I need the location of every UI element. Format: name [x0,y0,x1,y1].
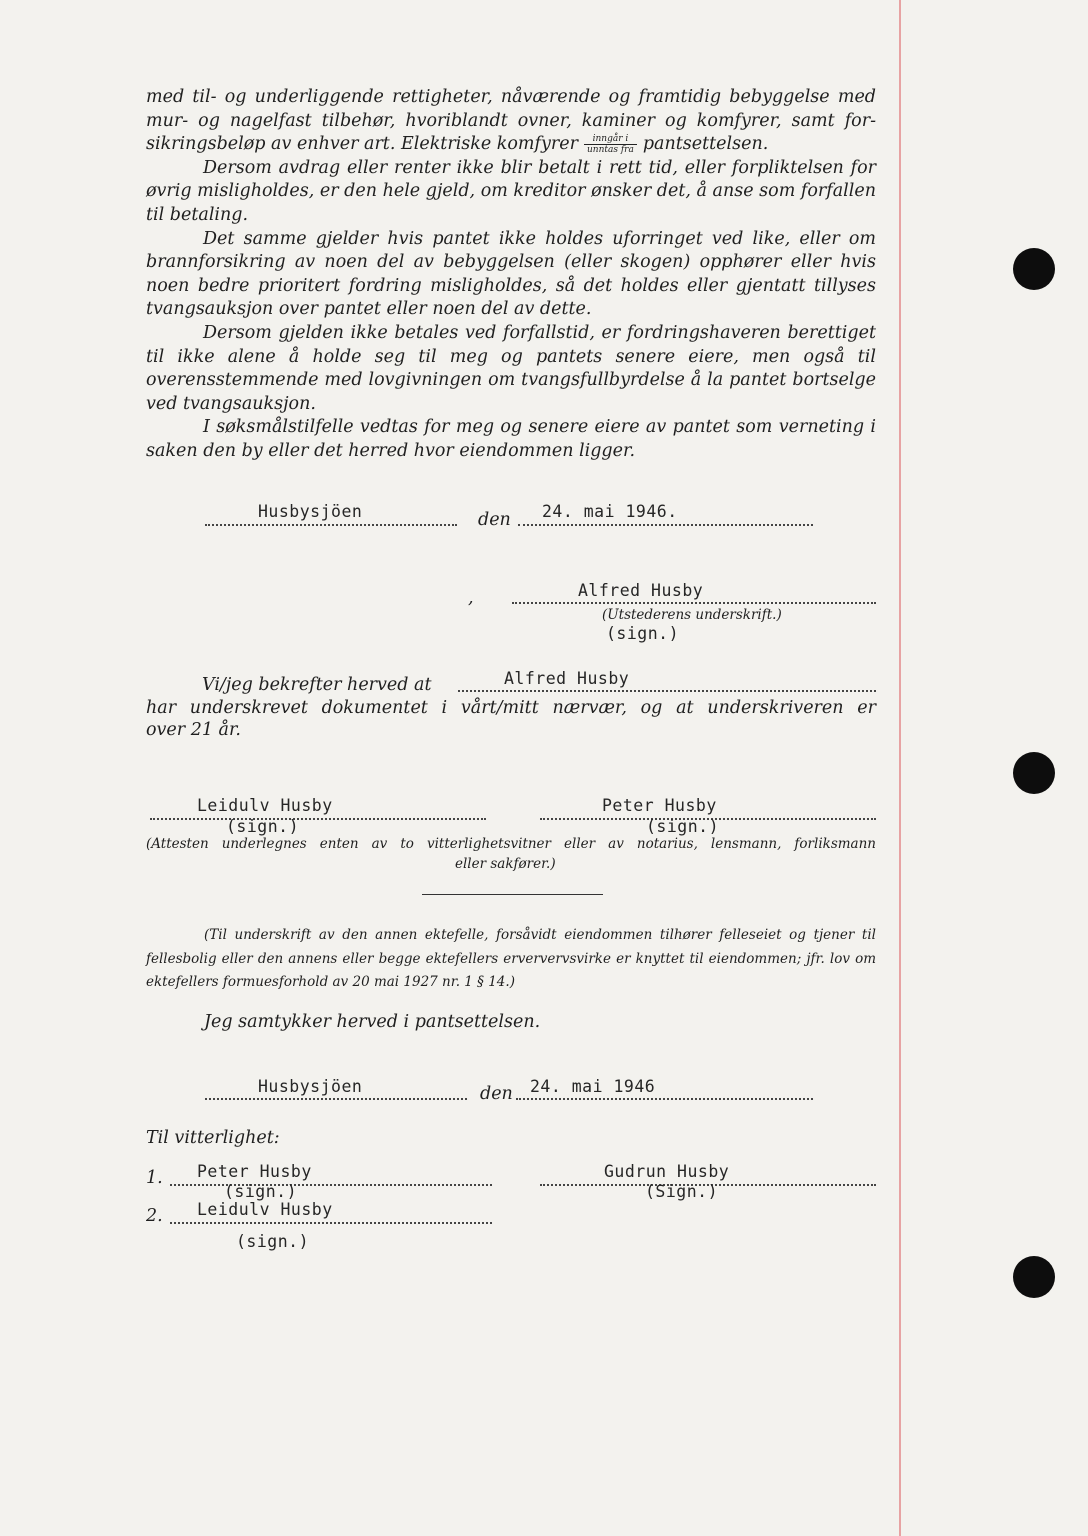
confirmation-name: Alfred Husby [504,669,630,688]
issuer-caption: (Utstederens underskrift.) [602,607,782,623]
witness-heading: Til vitterlighet: [146,1128,280,1148]
fraction-bottom: unntas fra [586,145,634,156]
witness-2-sign: (sign.) [646,817,720,836]
clause-1-line-2: mur- og nagelfast tilbehør, hvoriblandt ovner, kaminer og komfyrer, samt for- [146,110,876,131]
place-2: Husbysjöen [258,1077,363,1096]
attestation-caption-line-2: eller sakfører.) [455,856,556,872]
spouse-sign: (Sign.) [645,1182,719,1201]
dotted-line-place-1 [205,524,457,526]
issuer-sign: (sign.) [606,624,680,643]
clause-1 [146,86,876,157]
den-label-1: den [478,510,511,530]
clause-1-line-3: sikringsbeløp av enhver art. Elektriske komfyrer [146,134,578,155]
consent-statement: Jeg samtykker herved i pantsettelsen. [204,1012,541,1032]
dotted-line-date-1 [518,524,813,526]
date-1: 24. mai 1946. [542,502,678,521]
clause-4: Dersom gjelden ikke betales ved forfallstid, er fordringshaveren berettiget til ikke alene å holde seg til meg og pantets senere eiere, men også til overensstemmende med lovgivningen om tvangsfullbyrdelse å la pantet bortselge ved tvangsauksjon. [146,322,876,414]
spouse-name: Gudrun Husby [604,1162,730,1181]
punch-hole-middle [1013,752,1055,794]
witness-4-sign: (sign.) [236,1232,310,1251]
dotted-line-witness-3 [170,1184,492,1186]
witness-3-name: Peter Husby [197,1162,312,1181]
section-divider [422,894,603,895]
clause-3: Det samme gjelder hvis pantet ikke holdes uforringet ved like, eller om brannforsikring av noen del av bebyggelsen (eller skogen) opphører eller hvis noen bedre prioritert fordring misligholdes, så det holdes eller gjentatt tillyses tvangsauksjon over pantet eller noen del av dette. [146,228,876,320]
spouse-note-text: (Til underskrift av den annen ektefelle, forsåvidt eiendommen tilhører felleseiet og tjener til fellesbolig eller den annens eller begge ektefellers erververvsvirke er knyttet til eiendommen; jfr. lov om ektefellers formuesforhold av 20 mai 1927 nr. 1 § 14.) [146,927,876,990]
confirmation-line-3: over 21 år. [146,720,241,740]
clause-2: Dersom avdrag eller renter ikke blir betalt i rett tid, eller forpliktelsen for øvrig misligholdes, er den hele gjeld, om kreditor ønsker det, å anse som forfallen til betaling. [146,157,876,225]
dotted-line-confirmation [458,690,876,692]
clause-1-line-1: med til- og underliggende rettigheter, nåværende og framtidig bebyggelse med [146,87,876,107]
date-2: 24. mai 1946 [530,1077,656,1096]
witness-4-name: Leidulv Husby [197,1200,333,1219]
dotted-line-witness-4 [170,1222,492,1224]
dotted-line-date-2 [516,1098,813,1100]
punch-hole-top [1013,248,1055,290]
clause-1-end: pantsettelsen. [642,134,769,155]
fraction-top: inngår i [584,134,637,145]
punch-hole-bottom [1013,1256,1055,1298]
dotted-line-place-2 [205,1098,467,1100]
comma: , [468,588,474,608]
witness-3-sign: (sign.) [224,1182,298,1201]
den-label-2: den [480,1084,513,1104]
red-margin-line [899,0,901,1536]
clause-5: I søksmålstilfelle vedtas for meg og senere eiere av pantet som verneting i saken den by eller det herred hvor eiendommen ligger. [146,417,876,461]
confirmation-line-2: har underskrevet dokumentet i vårt/mitt nærvær, og at underskriveren er [146,698,876,718]
witness-number-1: 1. [146,1168,163,1188]
issuer-name: Alfred Husby [578,581,704,600]
mortgage-clauses [146,86,876,464]
witness-1-sign: (sign.) [226,817,300,836]
included-excluded-fraction [584,134,637,155]
witness-1-name: Leidulv Husby [197,796,333,815]
dotted-line-issuer [512,602,876,604]
place-1: Husbysjöen [258,502,363,521]
spouse-note [146,924,876,995]
witness-2-name: Peter Husby [602,796,717,815]
dotted-line-witness-1 [150,818,486,820]
witness-number-2: 2. [146,1206,163,1226]
attestation-caption-line-1: (Attesten underlegnes enten av to vitterlighetsvitner eller av notarius, lensmann, forliksmann [146,836,876,852]
confirmation-prefix: Vi/jeg bekrefter herved at [202,675,432,695]
